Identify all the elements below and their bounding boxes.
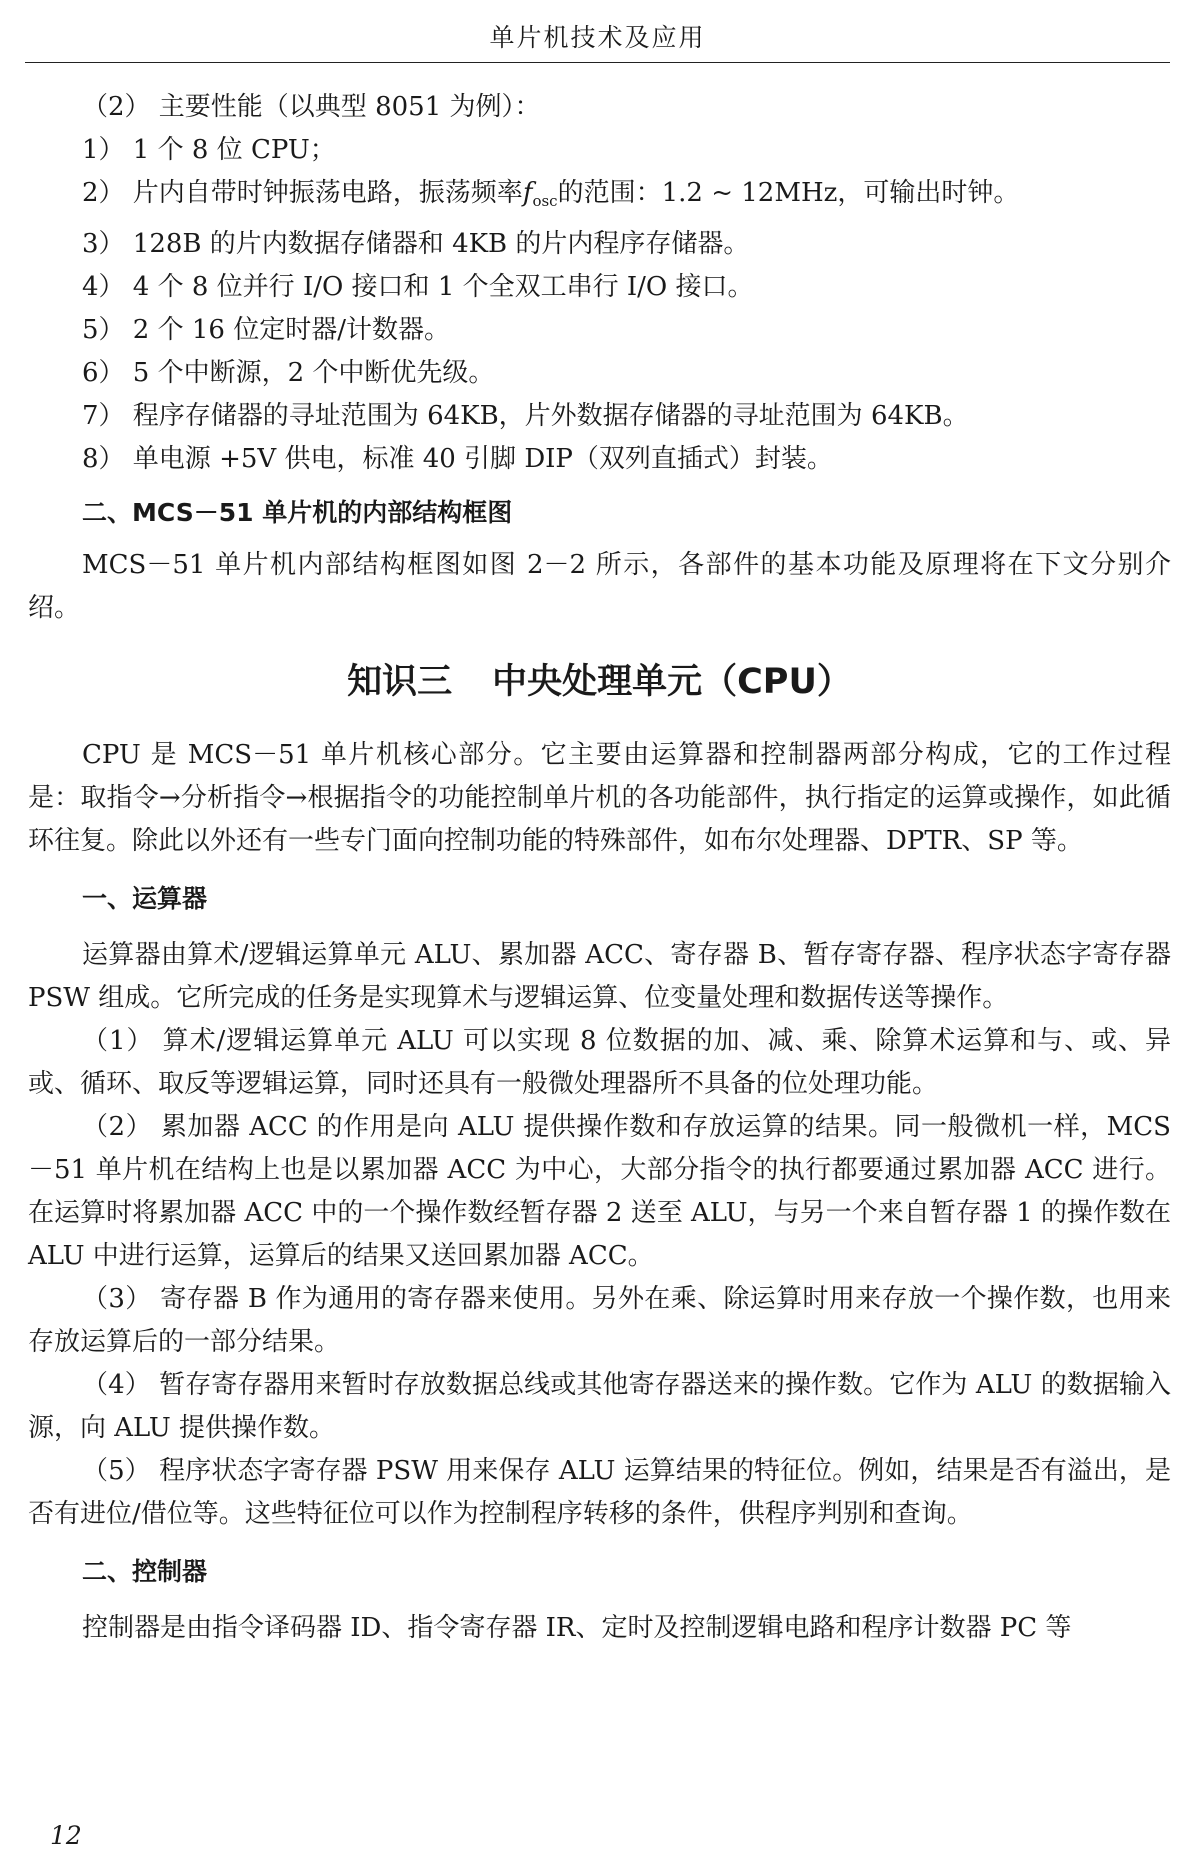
alu-paragraph: 运算器由算术/逻辑运算单元 ALU、累加器 ACC、寄存器 B、暂存寄存器、程序状态字寄存器 PSW 组成。它所完成的任务是实现算术与逻辑运算、位变量处理和数据传送等操作。 [28, 940, 1171, 1013]
page-content [28, 86, 1171, 1650]
list-item: 3） 128B 的片内数据存储器和 4KB 的片内程序存储器。 [82, 229, 750, 259]
section-heading-controller: 二、控制器 [82, 1557, 208, 1586]
alu-paragraph: （3） 寄存器 B 作为通用的寄存器来使用。另外在乘、除运算时用来存放一个操作数，也用来存放运算后的一部分结果。 [28, 1284, 1171, 1357]
list-item-osc [28, 172, 1171, 223]
structure-paragraph: MCS－51 单片机内部结构框图如图 2－2 所示，各部件的基本功能及原理将在下文分别介绍。 [28, 550, 1171, 623]
alu-paragraph: （2） 累加器 ACC 的作用是向 ALU 提供操作数和存放运算的结果。同一般微机一样，MCS－51 单片机在结构上也是以累加器 ACC 为中心，大部分指令的执行都要通过累加器 ACC 进行。在运算时将累加器 ACC 中的一个操作数经暂存器 2 送至 ALU，与另一个来自暂存器 1 的操作数在 ALU 中进行运算，运算后的结果又送回累加器 ACC。 [28, 1112, 1171, 1271]
chapter-title [28, 652, 1171, 712]
header-rule [25, 62, 1170, 63]
cpu-intro-paragraph: CPU 是 MCS－51 单片机核心部分。它主要由运算器和控制器两部分构成，它的工作过程是：取指令→分析指令→根据指令的功能控制单片机的各功能部件，执行指定的运算或操作，如此循环往复。除此以外还有一些专门面向控制功能的特殊部件，如布尔处理器、DPTR、SP 等。 [28, 740, 1171, 856]
chapter-title-part2: 中央处理单元（CPU） [492, 662, 852, 702]
list-item: 5） 2 个 16 位定时器/计数器。 [82, 315, 450, 345]
item2-prefix: 2） 片内自带时钟振荡电路，振荡频率 [82, 178, 523, 208]
f-symbol: f [522, 178, 533, 208]
section-heading-structure: 二、MCS－51 单片机的内部结构框图 [82, 498, 513, 527]
alu-paragraph: （4） 暂存寄存器用来暂时存放数据总线或其他寄存器送来的操作数。它作为 ALU 的数据输入源，向 ALU 提供操作数。 [28, 1370, 1171, 1443]
osc-subscript: osc [532, 192, 558, 210]
controller-paragraph: 控制器是由指令译码器 ID、指令寄存器 IR、定时及控制逻辑电路和程序计数器 PC 等 [82, 1613, 1072, 1643]
chapter-title-part1: 知识三 [347, 662, 453, 702]
list-item: 7） 程序存储器的寻址范围为 64KB，片外数据存储器的寻址范围为 64KB。 [82, 401, 969, 431]
list-heading: （2） 主要性能（以典型 8051 为例）： [82, 92, 541, 122]
running-header: 单片机技术及应用 [489, 23, 706, 52]
page-number: 12 [50, 1821, 82, 1850]
list-item: 4） 4 个 8 位并行 I/O 接口和 1 个全双工串行 I/O 接口。 [82, 272, 754, 302]
section-heading-alu: 一、运算器 [82, 884, 208, 913]
list-item: 1） 1 个 8 位 CPU； [82, 135, 336, 165]
item2-suffix: 的范围：1.2 ~ 12MHz，可输出时钟。 [557, 178, 1020, 208]
list-item: 6） 5 个中断源，2 个中断优先级。 [82, 358, 495, 388]
alu-paragraph: （1） 算术/逻辑运算单元 ALU 可以实现 8 位数据的加、减、乘、除算术运算和与、或、异或、循环、取反等逻辑运算，同时还具有一般微处理器所不具备的位处理功能。 [28, 1026, 1171, 1099]
list-item: 8） 单电源 +5V 供电，标准 40 引脚 DIP（双列直插式）封装。 [82, 444, 833, 474]
alu-paragraph: （5） 程序状态字寄存器 PSW 用来保存 ALU 运算结果的特征位。例如，结果是否有溢出，是否有进位/借位等。这些特征位可以作为控制程序转移的条件，供程序判别和查询。 [28, 1456, 1171, 1529]
